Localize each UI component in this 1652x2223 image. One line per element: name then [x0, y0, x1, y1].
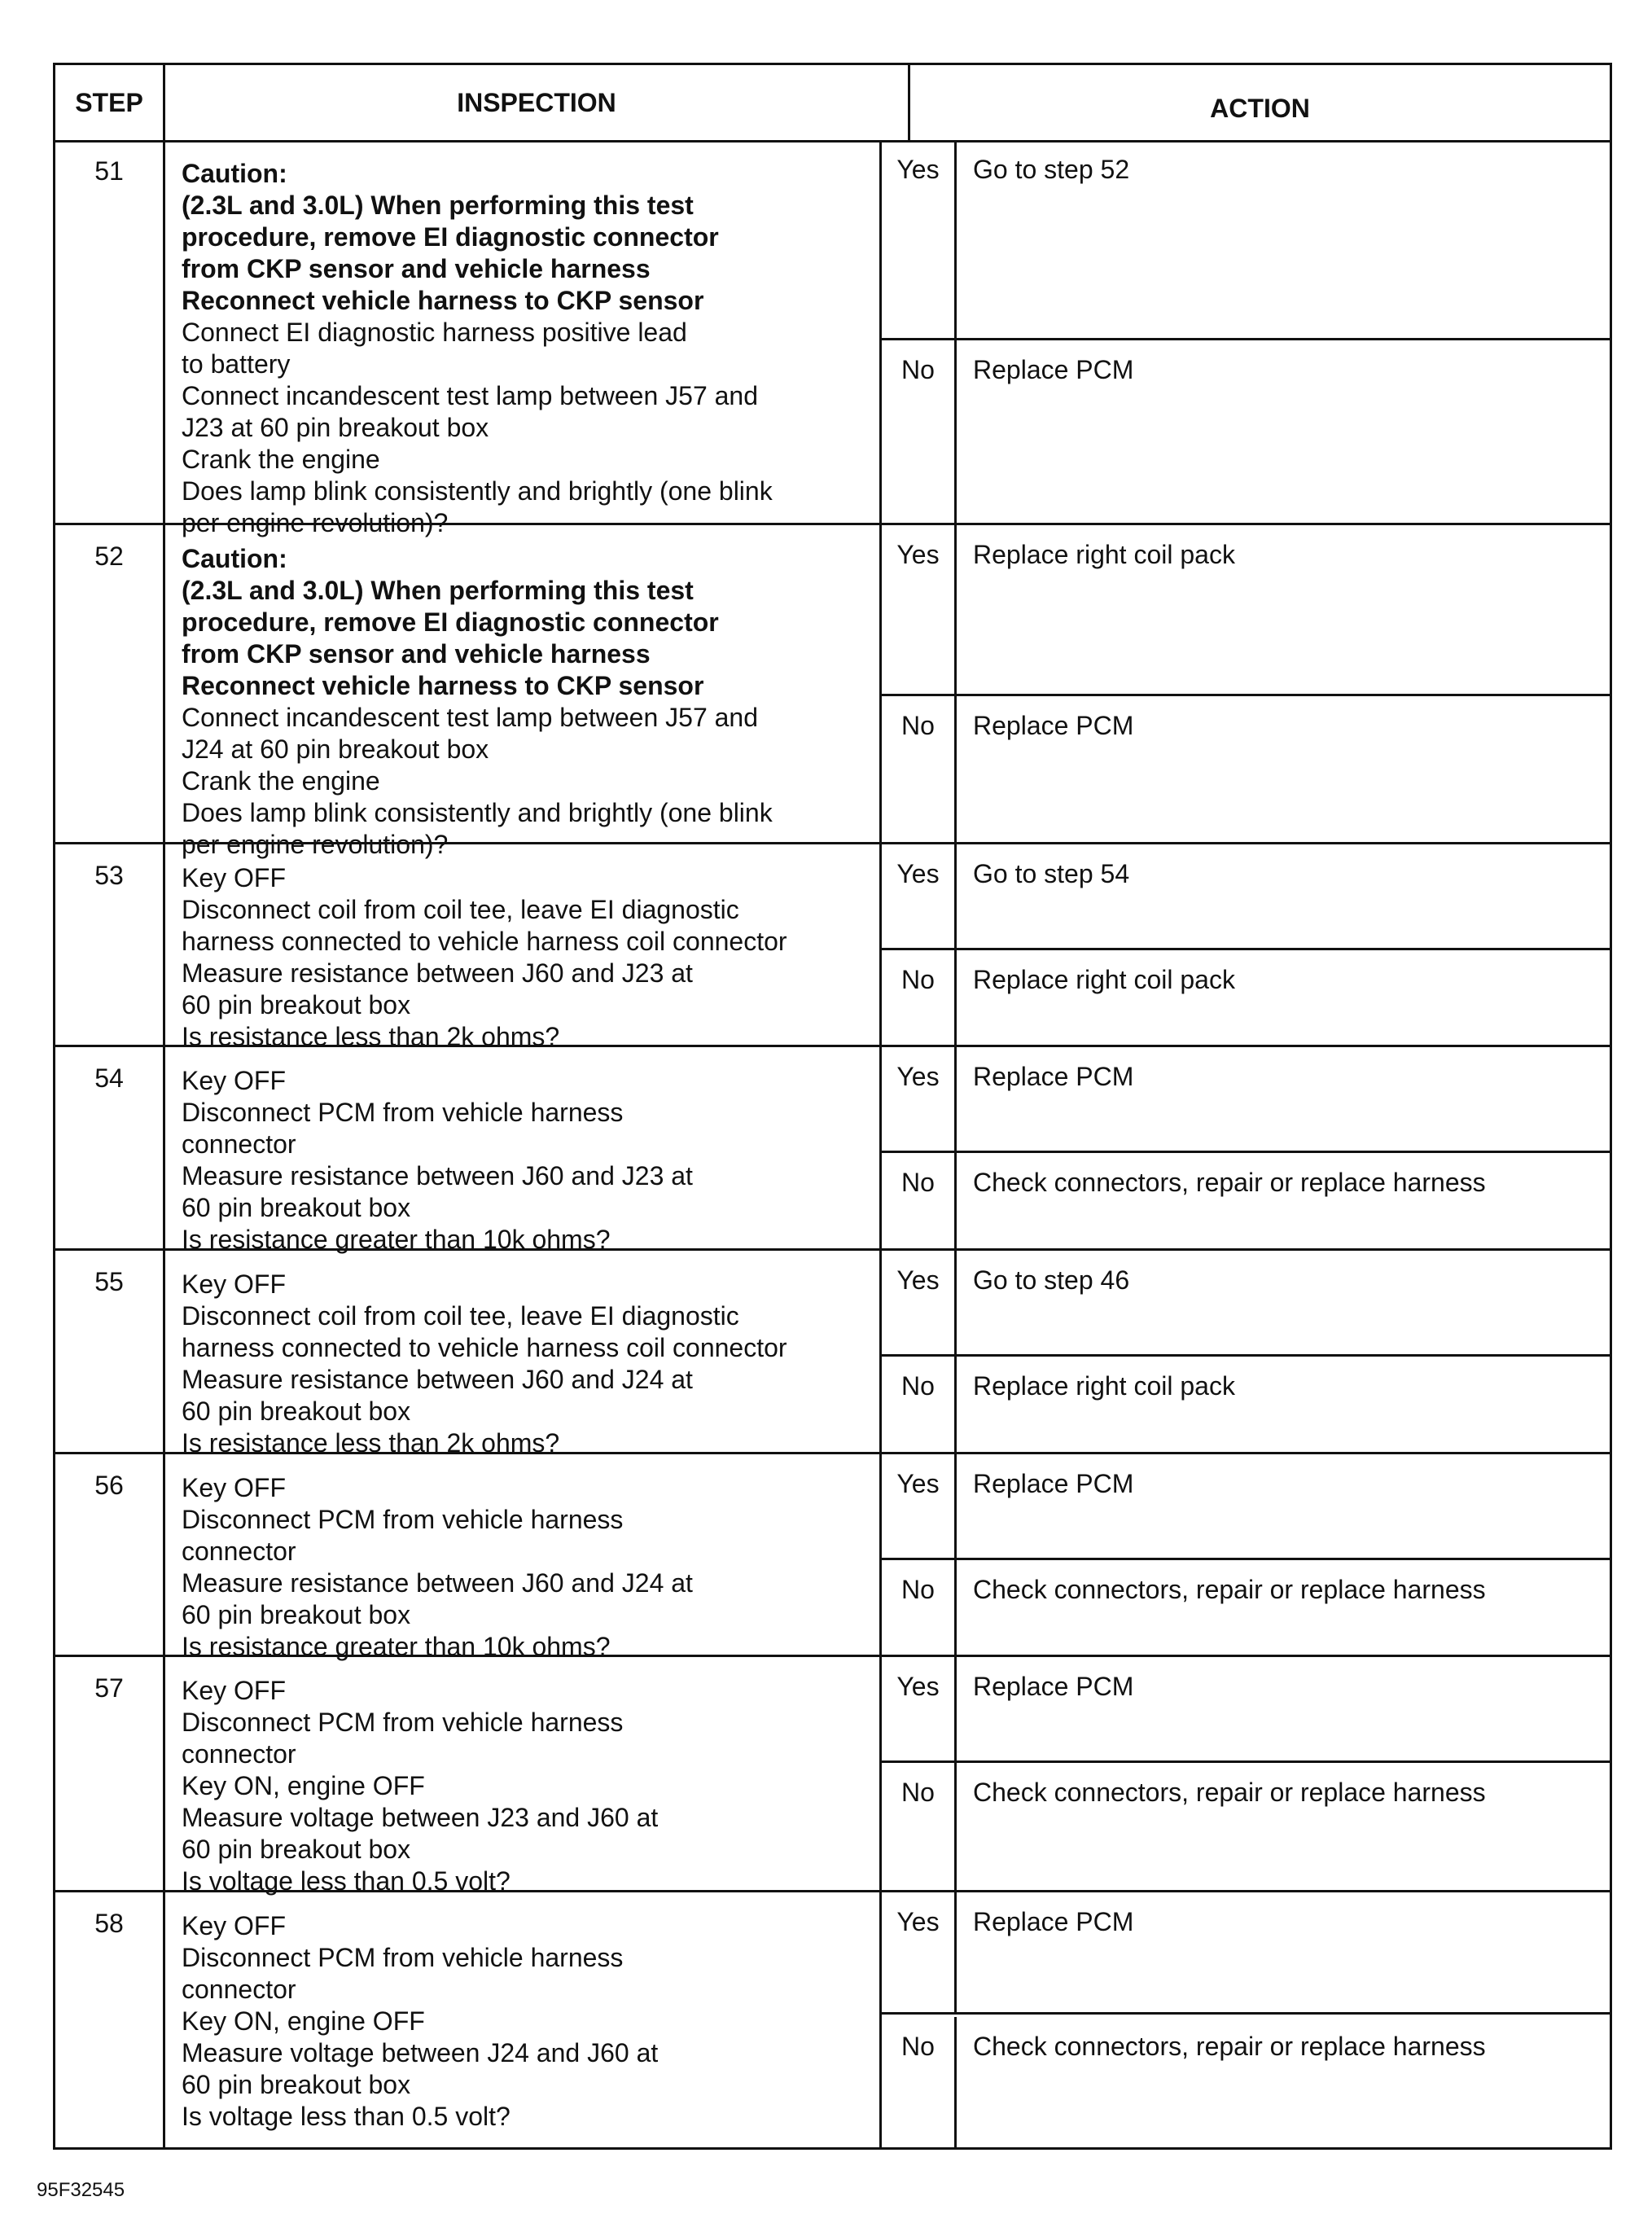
inspection-line: Caution:: [182, 159, 287, 188]
yes-action: Replace PCM: [973, 1062, 1134, 1091]
no-label: No: [882, 696, 957, 842]
header-action: ACTION: [1210, 93, 1310, 123]
inspection-line: procedure, remove EI diagnostic connector: [182, 222, 719, 252]
inspection-line: Does lamp blink consistently and brightly (one blink: [182, 798, 773, 827]
inspection-line: Key ON, engine OFF: [182, 2006, 425, 2036]
step-number: 57: [55, 1657, 165, 1890]
step-number: 56: [55, 1454, 165, 1655]
yes-label: Yes: [882, 1892, 957, 2012]
answer-cell: [882, 140, 1610, 523]
answer-cell: [882, 844, 1610, 1045]
table-row: [55, 525, 1610, 859]
inspection-line: 60 pin breakout box: [182, 1396, 411, 1426]
inspection-line: connector: [182, 1537, 296, 1566]
inspection-line: from CKP sensor and vehicle harness: [182, 639, 651, 669]
no-label: No: [882, 1763, 957, 1890]
inspection-line: Measure voltage between J23 and J60 at: [182, 1803, 659, 1832]
inspection-cell: [165, 844, 882, 1051]
answer-cell: [882, 1657, 1610, 1890]
inspection-line: 60 pin breakout box: [182, 1835, 411, 1864]
inspection-line: Measure resistance between J60 and J24 at: [182, 1568, 693, 1598]
no-label: No: [882, 340, 957, 523]
no-action: Check connectors, repair or replace harness: [973, 2032, 1486, 2061]
inspection-line: Crank the engine: [182, 445, 380, 474]
inspection-line: Does lamp blink consistently and brightly (one blink: [182, 476, 773, 506]
yes-branch: [882, 1251, 1610, 1357]
table-row: [55, 1892, 1610, 2147]
inspection-cell: [165, 1454, 882, 1661]
no-branch: [882, 1763, 1610, 1890]
table-row: [55, 1657, 1610, 1896]
inspection-line: Disconnect PCM from vehicle harness: [182, 1943, 624, 1972]
inspection-line: Disconnect PCM from vehicle harness: [182, 1505, 624, 1534]
inspection-line: Crank the engine: [182, 766, 380, 796]
inspection-line: 60 pin breakout box: [182, 1193, 411, 1222]
answer-cell: [882, 1047, 1610, 1248]
answer-cell: [882, 1251, 1610, 1452]
inspection-cell: [165, 1047, 882, 1254]
inspection-line: 60 pin breakout box: [182, 990, 411, 1019]
inspection-line: (2.3L and 3.0L) When performing this test: [182, 576, 694, 605]
no-label: No: [882, 1153, 957, 1248]
inspection-line: 60 pin breakout box: [182, 2070, 411, 2099]
inspection-line: to battery: [182, 349, 291, 379]
no-action: Check connectors, repair or replace harness: [973, 1575, 1486, 1604]
inspection-cell: [165, 1657, 882, 1896]
step-number: 55: [55, 1251, 165, 1452]
no-branch: [882, 340, 1610, 523]
inspection-cell: [165, 140, 882, 537]
inspection-line: per engine revolution)?: [182, 508, 449, 537]
yes-action: Replace PCM: [973, 1907, 1134, 1936]
inspection-line: Caution:: [182, 544, 287, 573]
inspection-line: Measure resistance between J60 and J23 at: [182, 958, 693, 988]
inspection-line: procedure, remove EI diagnostic connector: [182, 607, 719, 637]
inspection-line: per engine revolution)?: [182, 830, 449, 859]
inspection-line: Connect EI diagnostic harness positive lead: [182, 318, 687, 347]
inspection-line: Is voltage less than 0.5 volt?: [182, 1866, 510, 1896]
step-number: 53: [55, 844, 165, 1045]
inspection-line: Key OFF: [182, 1676, 287, 1705]
inspection-line: Connect incandescent test lamp between J57 and: [182, 381, 759, 410]
inspection-line: Is resistance greater than 10k ohms?: [182, 1225, 611, 1254]
yes-action: Go to step 54: [973, 859, 1130, 888]
figure-code: 95F32545: [37, 2179, 125, 2201]
no-branch: [882, 2017, 1610, 2147]
no-branch: [882, 1357, 1610, 1452]
inspection-line: from CKP sensor and vehicle harness: [182, 254, 651, 283]
yes-action: Go to step 46: [973, 1265, 1130, 1295]
inspection-line: (2.3L and 3.0L) When performing this test: [182, 191, 694, 220]
table-header: [55, 65, 1610, 142]
yes-branch: [882, 140, 1610, 340]
inspection-line: Key ON, engine OFF: [182, 1771, 425, 1800]
table-row: [55, 1251, 1610, 1458]
yes-branch: [882, 1454, 1610, 1560]
yes-label: Yes: [882, 140, 957, 338]
inspection-line: Reconnect vehicle harness to CKP sensor: [182, 286, 704, 315]
no-action: Replace PCM: [973, 355, 1134, 384]
answer-cell: [882, 1454, 1610, 1655]
yes-branch: [882, 844, 1610, 950]
inspection-line: Key OFF: [182, 1911, 287, 1940]
inspection-line: harness connected to vehicle harness coil connector: [182, 1333, 787, 1362]
inspection-line: connector: [182, 1975, 296, 2004]
table-row: [55, 140, 1610, 537]
answer-cell: [882, 525, 1610, 842]
no-label: No: [882, 2017, 957, 2147]
yes-label: Yes: [882, 844, 957, 948]
no-branch: [882, 1560, 1610, 1655]
inspection-line: Is resistance less than 2k ohms?: [182, 1022, 560, 1051]
inspection-line: J23 at 60 pin breakout box: [182, 413, 489, 442]
yes-branch: [882, 1892, 1610, 2015]
yes-action: Replace PCM: [973, 1672, 1134, 1701]
inspection-line: harness connected to vehicle harness coil connector: [182, 927, 787, 956]
inspection-line: Measure resistance between J60 and J24 at: [182, 1365, 693, 1394]
header-inspection: INSPECTION: [165, 65, 910, 140]
inspection-line: Is resistance greater than 10k ohms?: [182, 1632, 611, 1661]
inspection-line: connector: [182, 1129, 296, 1159]
no-action: Replace PCM: [973, 711, 1134, 740]
table-row: [55, 1454, 1610, 1661]
inspection-line: Key OFF: [182, 1269, 287, 1299]
yes-label: Yes: [882, 1657, 957, 1760]
yes-branch: [882, 1657, 1610, 1763]
inspection-line: Measure resistance between J60 and J23 at: [182, 1161, 693, 1190]
inspection-line: Disconnect PCM from vehicle harness: [182, 1708, 624, 1737]
step-number: 58: [55, 1892, 165, 2147]
step-number: 51: [55, 140, 165, 523]
header-step: STEP: [55, 65, 165, 140]
yes-action: Go to step 52: [973, 155, 1130, 184]
inspection-line: Key OFF: [182, 863, 287, 892]
yes-action: Replace right coil pack: [973, 540, 1235, 569]
no-action: Replace right coil pack: [973, 965, 1235, 994]
no-action: Check connectors, repair or replace harness: [973, 1168, 1486, 1197]
inspection-line: Key OFF: [182, 1066, 287, 1095]
table-row: [55, 844, 1610, 1051]
yes-branch: [882, 525, 1610, 696]
inspection-line: Measure voltage between J24 and J60 at: [182, 2038, 659, 2067]
yes-label: Yes: [882, 1047, 957, 1151]
answer-cell: [882, 1892, 1610, 2147]
inspection-line: J24 at 60 pin breakout box: [182, 734, 489, 764]
no-branch: [882, 950, 1610, 1045]
inspection-line: Disconnect coil from coil tee, leave EI diagnostic: [182, 895, 739, 924]
no-label: No: [882, 1357, 957, 1452]
inspection-line: Connect incandescent test lamp between J57 and: [182, 703, 759, 732]
no-action: Replace right coil pack: [973, 1371, 1235, 1401]
inspection-line: 60 pin breakout box: [182, 1600, 411, 1629]
no-action: Check connectors, repair or replace harness: [973, 1778, 1486, 1807]
inspection-line: Reconnect vehicle harness to CKP sensor: [182, 671, 704, 700]
inspection-line: Is voltage less than 0.5 volt?: [182, 2102, 510, 2131]
no-label: No: [882, 1560, 957, 1655]
inspection-cell: [165, 1251, 882, 1458]
yes-label: Yes: [882, 525, 957, 694]
no-label: No: [882, 950, 957, 1045]
yes-label: Yes: [882, 1251, 957, 1354]
inspection-line: Disconnect PCM from vehicle harness: [182, 1098, 624, 1127]
no-branch: [882, 1153, 1610, 1248]
no-branch: [882, 696, 1610, 842]
yes-label: Yes: [882, 1454, 957, 1558]
inspection-line: Is resistance less than 2k ohms?: [182, 1428, 560, 1458]
inspection-cell: [165, 1892, 882, 2147]
step-number: 54: [55, 1047, 165, 1248]
inspection-cell: [165, 525, 882, 859]
inspection-line: Disconnect coil from coil tee, leave EI diagnostic: [182, 1301, 739, 1331]
yes-branch: [882, 1047, 1610, 1153]
yes-action: Replace PCM: [973, 1469, 1134, 1498]
diagnostic-table: [53, 63, 1612, 2150]
inspection-line: connector: [182, 1739, 296, 1769]
step-number: 52: [55, 525, 165, 842]
inspection-line: Key OFF: [182, 1473, 287, 1502]
table-row: [55, 1047, 1610, 1254]
